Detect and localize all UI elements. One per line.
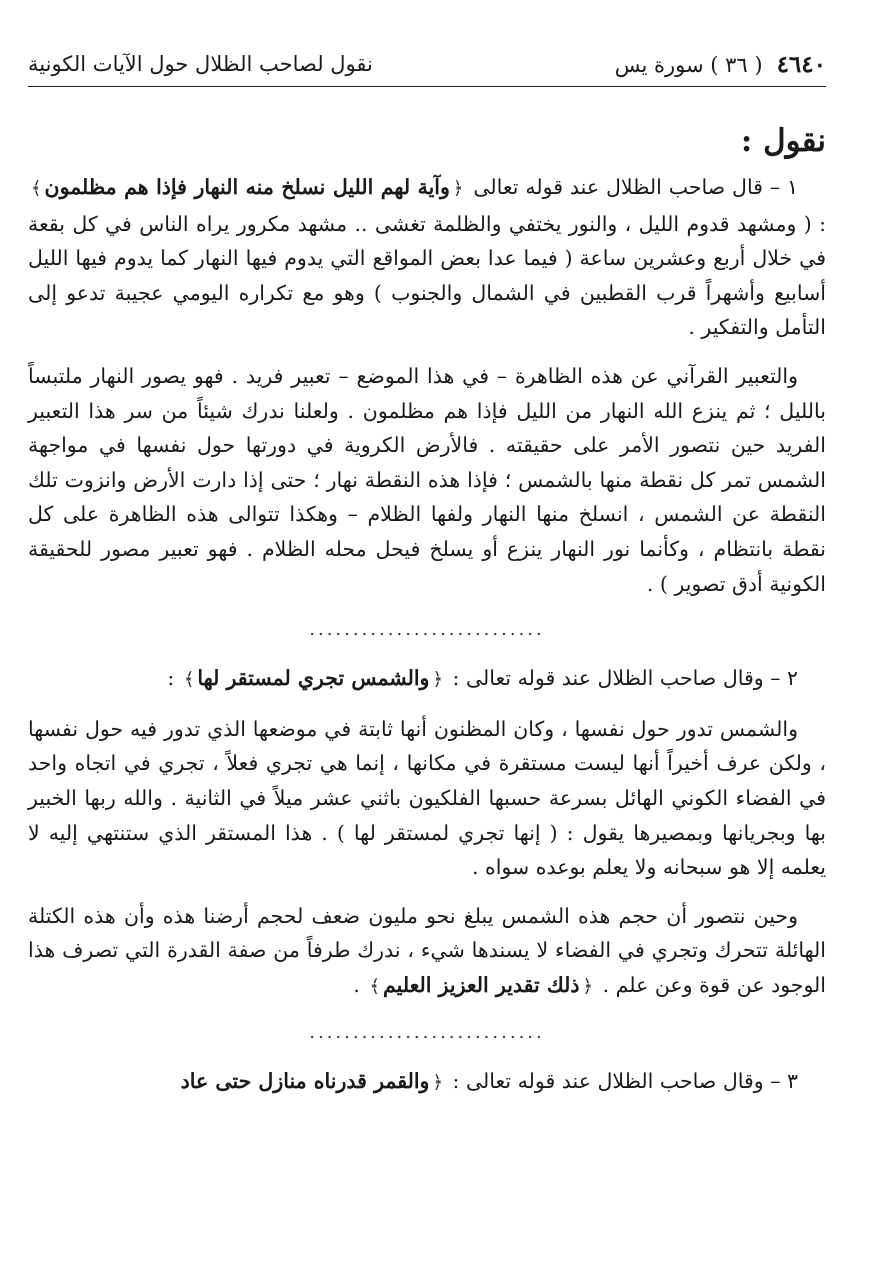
header-rule: [28, 86, 826, 87]
item-1-verse: وآية لهم الليل نسلخ منه النهار فإذا هم مظلمون: [44, 175, 450, 199]
running-header: [28, 44, 826, 84]
verse-close-bracket: ﴾: [31, 178, 42, 199]
verse-close-bracket: ﴾: [369, 975, 380, 997]
page-content: [28, 118, 826, 1115]
item-2-colon: :: [167, 666, 175, 691]
verse-open-bracket: ﴿: [432, 1072, 443, 1094]
header-page-info: [615, 51, 826, 78]
verse-close-bracket: ﴾: [183, 669, 195, 691]
item-2-closing-verse: ذلك تقدير العزيز العليم: [383, 972, 580, 997]
section-separator: ...........................: [309, 1022, 545, 1044]
verse-open-bracket: ﴿: [582, 975, 594, 997]
book-page: [28, 0, 826, 1270]
section-separator: ...........................: [309, 619, 545, 641]
item-1-lead: ١ – قال صاحب الظلال عند قوله تعالى: [473, 175, 799, 199]
item-3-lead: ٣ – وقال صاحب الظلال عند قوله تعالى :: [452, 1069, 798, 1094]
item-2-lead: ٢ – وقال صاحب الظلال عند قوله تعالى :: [452, 666, 798, 691]
item-3-intro: [28, 1064, 826, 1101]
item-2-paragraph: والشمس تدور حول نفسها ، وكان المظنون أنها ثابتة في موضعها الذي تدور فيه حول نفسها ، ولكن عرف أخيراً أنها ليست مستقرة في مكانها ، إنما هي تجري فعلاً ، تجري في اتجاه واحد في الفضاء الكوني الهائل بسرعة حسبها الفلكيون باثني عشر ميلاً في الثانية . والله ربها الخبير بها وبجريانها وبمصيرها يقول : ( إنها تجري لمستقر لها ) . هذا المستقر الذي ستنتهي إليه لا يعلمه إلا هو سبحانه ولا يعلم بوعده سواه .: [28, 716, 826, 880]
item-1-intro: [28, 170, 826, 345]
surah-label: ( ٣٦ ) سورة يس: [614, 52, 763, 77]
item-1-commentary: : ( ومشهد قدوم الليل ، والنور يختفي والظلمة تغشى .. مشهد مكرور يراه الناس في كل بقعة في خلال أربع وعشرين ساعة ( فيما عدا بعض المواقع التي يدوم فيها النهار كما يدوم فيها الليل أسابيع وأشهراً قرب القطبين في الشمال والجنوب ) وهو مع تكراره اليومي عجيبة تدعو إلى التأمل والتفكير .: [28, 211, 826, 340]
item-2-closing: [28, 899, 826, 1005]
item-2-closing-text: وحين نتصور أن حجم هذه الشمس يبلغ نحو مليون ضعف لحجم أرضنا هذه وأن هذه الكتلة الهائلة تتحرك وتجري في الفضاء لا يسندها شيء ، ندرك طرفاً من صفة القدرة التي تصرف هذا الوجود عن قوة وعن علم .: [28, 903, 826, 997]
item-1-paragraph: والتعبير القرآني عن هذه الظاهرة – في هذا الموضع – تعبير فريد . فهو يصور النهار ملتبساً بالليل ؛ ثم ينزع الله النهار من الليل فإذا هم مظلمون . ولعلنا ندرك شيئاً من سر هذا التعبير الفريد حين نتصور الأمر على حقيقته . فالأرض الكروية في دورتها حول نفسها في مواجهة الشمس تمر كل نقطة منها بالشمس ؛ فإذا هذه النقطة نهار ؛ حتى إذا دارت الأرض وانزوت تلك النقطة عن الشمس ، انسلخ منها النهار ولفها الظلام – وهكذا تتوالى هذه الظاهرة على كل نقطة بانتظام ، وكأنما نور النهار ينزع أو يسلخ فيحل محله الظلام . فهو تعبير مصور للحقيقة الكونية أدق تصوير ) .: [28, 363, 826, 596]
verse-open-bracket: ﴿: [452, 178, 464, 199]
book-section-title: نقول لصاحب الظلال حول الآيات الكونية: [28, 52, 373, 76]
item-2-closing-end: .: [353, 972, 360, 997]
item-3-verse: والقمر قدرناه منازل حتى عاد: [180, 1069, 430, 1094]
item-2-verse: والشمس تجري لمستقر لها: [197, 666, 430, 691]
page-number: ٤٦٤٠: [776, 50, 826, 78]
verse-open-bracket: ﴿: [432, 669, 443, 691]
item-2-intro: [28, 661, 826, 698]
section-title: نقول :: [740, 123, 826, 159]
